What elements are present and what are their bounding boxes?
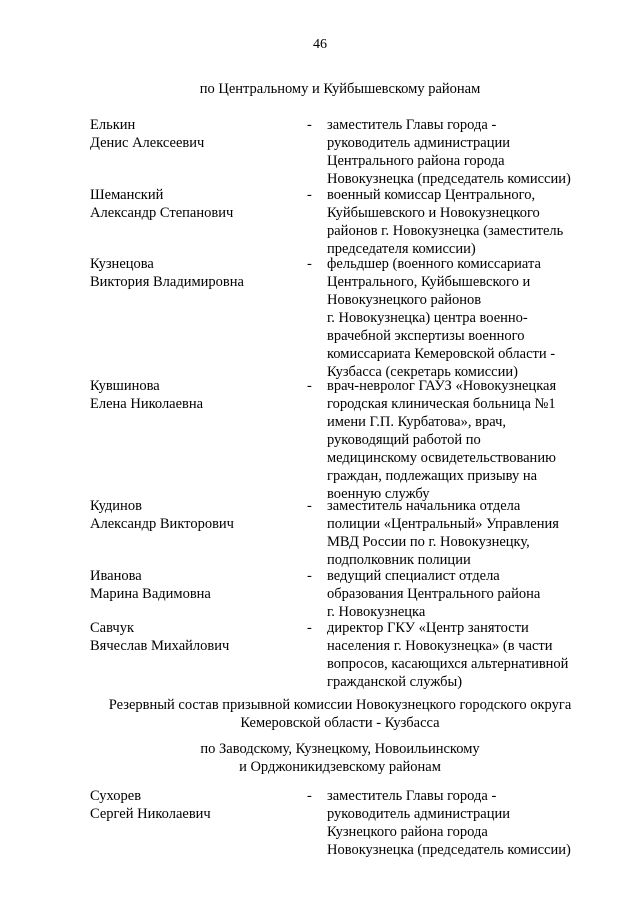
member-name	[90, 186, 290, 222]
separator-dash: -	[307, 378, 312, 394]
member-surname: Шеманский	[90, 187, 164, 203]
section-heading: по Центральному и Куйбышевскому районам	[199, 81, 481, 97]
reserve-heading-line: Резервный состав призывной комиссии Новокузнецкого городского округа	[108, 697, 572, 713]
page-number: 46	[313, 37, 327, 52]
member-surname: Сухорев	[90, 788, 142, 804]
member-name	[90, 255, 290, 291]
member-given-name: Вячеслав Михайлович	[90, 638, 230, 654]
member-name	[90, 377, 290, 413]
member-given-name: Сергей Николаевич	[90, 806, 211, 822]
member-role: фельдшер (военного комиссариата Центрального, Куйбышевского и Новокузнецкого районов г. Новокузнецка) центра военно- врачебной экспертизы военного комиссариата Кемеровской области - Кузбасса (секретарь комиссии)	[327, 256, 556, 380]
member-name	[90, 116, 290, 152]
member-surname: Кудинов	[90, 498, 142, 514]
member-given-name: Александр Викторович	[90, 516, 234, 532]
member-given-name: Виктория Владимировна	[90, 274, 244, 290]
member-name	[90, 787, 290, 823]
member-given-name: Марина Вадимовна	[90, 586, 211, 602]
member-surname: Елькин	[90, 117, 136, 133]
reserve-heading-line: Кемеровской области - Кузбасса	[240, 715, 440, 731]
member-surname: Иванова	[90, 568, 142, 584]
member-surname: Савчук	[90, 620, 134, 636]
member-surname: Кузнецова	[90, 256, 154, 272]
separator-dash: -	[307, 187, 312, 203]
separator-dash: -	[307, 620, 312, 636]
member-name	[90, 497, 290, 533]
member-given-name: Александр Степанович	[90, 205, 234, 221]
reserve-heading	[60, 696, 620, 732]
member-name	[90, 567, 290, 603]
member-name	[90, 619, 290, 655]
member-given-name: Денис Алексеевич	[90, 135, 205, 151]
member-role: заместитель Главы города - руководитель администрации Кузнецкого района города Новокузнецка (председатель комиссии)	[327, 788, 571, 858]
separator-dash: -	[307, 498, 312, 514]
separator-dash: -	[307, 568, 312, 584]
member-surname: Кувшинова	[90, 378, 160, 394]
member-role: врач-невролог ГАУЗ «Новокузнецкая городская клиническая больница №1 имени Г.П. Курбатова», врач, руководящий работой по медицинскому освидетельствованию граждан, подлежащих призыву на военную службу	[327, 378, 557, 502]
member-role: ведущий специалист отдела образования Центрального района г. Новокузнецка	[327, 568, 541, 620]
section-heading-line: и Орджоникидзевскому районам	[239, 759, 441, 775]
separator-dash: -	[307, 256, 312, 272]
section-heading	[60, 740, 620, 776]
member-role: заместитель начальника отдела полиции «Центральный» Управления МВД России по г. Новокузнецку, подполковник полиции	[327, 498, 559, 568]
separator-dash: -	[307, 788, 312, 804]
separator-dash: -	[307, 117, 312, 133]
member-role: директор ГКУ «Центр занятости населения г. Новокузнецка» (в части вопросов, касающихся альтернативной гражданской службы)	[327, 620, 569, 690]
member-given-name: Елена Николаевна	[90, 396, 204, 412]
member-role: военный комиссар Центрального, Куйбышевского и Новокузнецкого районов г. Новокузнецка (заместитель председателя комиссии)	[327, 187, 564, 257]
section-heading-line: по Заводскому, Кузнецкому, Новоильинскому	[200, 741, 480, 757]
member-role: заместитель Главы города - руководитель администрации Центрального района города Новокузнецка (председатель комиссии)	[327, 117, 571, 187]
